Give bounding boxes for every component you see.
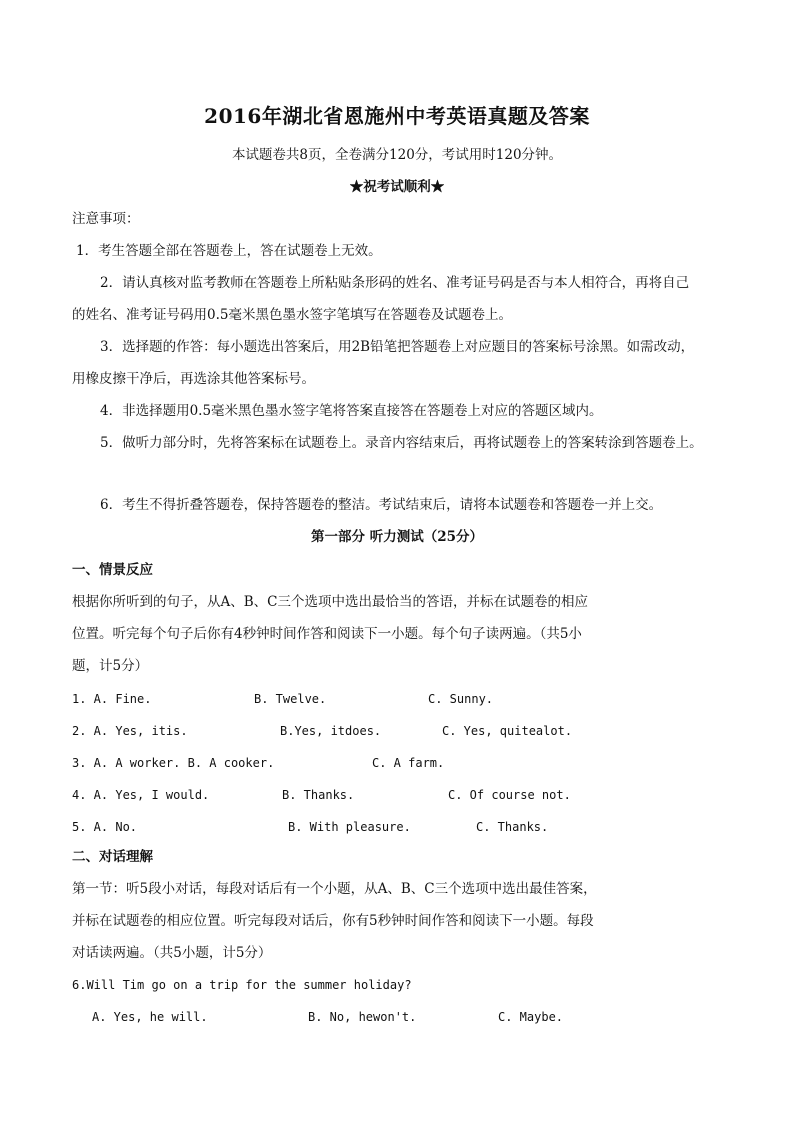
notice-item: 6．考生不得折叠答题卷，保持答题卷的整洁。考试结束后，请将本试题卷和答题卷一并上交。 [100, 497, 663, 513]
option-a: 1. A. Fine. [72, 692, 152, 706]
notice-item: 1．考生答题全部在答题卷上，答在试题卷上无效。 [76, 243, 382, 259]
question-6-text: 6.Will Tim go on a trip for the summer holiday? [72, 978, 412, 992]
notice-item-continued: 用橡皮擦干净后，再选涂其他答案标号。 [72, 371, 315, 387]
option-a: 3. A. A worker. B. A cooker. [72, 756, 275, 770]
notice-item: 4．非选择题用0.5毫米黑色墨水签字笔将答案直接答在答题卷上对应的答题区域内。 [100, 403, 603, 419]
question-6-options [72, 1008, 722, 1026]
notice-heading: 注意事项： [72, 211, 140, 227]
option-a: 2. A. Yes, itis. [72, 724, 188, 738]
section1-title: 一、情景反应 [72, 562, 153, 578]
document-title: 2016年湖北省恩施州中考英语真题及答案 [204, 104, 590, 128]
option-b: B.Yes, itdoes. [280, 724, 382, 738]
question-row [72, 722, 722, 740]
option-a: 4. A. Yes, I would. [72, 788, 210, 802]
option-a: A. Yes, he will. [92, 1010, 208, 1024]
option-c: C. Of course not. [448, 788, 571, 802]
option-b: B. Thanks. [282, 788, 355, 802]
notice-item: 5．做听力部分时，先将答案标在试题卷上。录音内容结束后，再将试题卷上的答案转涂到答题卷上。 [100, 435, 703, 451]
section2-instruction: 并标在试题卷的相应位置。听完每段对话后，你有5秒钟时间作答和阅读下一小题。每段 [72, 913, 594, 929]
section2-title: 二、对话理解 [72, 849, 153, 865]
option-c: C. A farm. [372, 756, 445, 770]
question-row [72, 818, 722, 836]
option-c: C. Maybe. [498, 1010, 564, 1024]
option-c: C. Yes, quitealot. [442, 724, 573, 738]
part1-title: 第一部分 听力测试（25分） [311, 529, 483, 545]
section1-instruction: 题，计5分） [72, 658, 149, 674]
section2-instruction: 对话读两遍。（共5小题，计5分） [72, 945, 272, 961]
option-b: B. With pleasure. [288, 820, 411, 834]
question-row [72, 690, 722, 708]
notice-item: 3．选择题的作答：每小题选出答案后，用2B铅笔把答题卷上对应题目的答案标号涂黑。如需改动， [100, 339, 695, 355]
question-row [72, 786, 722, 804]
notice-item: 2．请认真核对监考教师在答题卷上所粘贴条形码的姓名、准考证号码是否与本人相符合，再将自己 [100, 275, 690, 291]
notice-item-continued: 的姓名、准考证号码用0.5毫米黑色墨水签字笔填写在答题卷及试题卷上。 [72, 307, 512, 323]
option-c: C. Thanks. [476, 820, 549, 834]
section1-instruction: 根据你所听到的句子，从A、B、C三个选项中选出最恰当的答语，并标在试题卷的相应 [72, 594, 588, 610]
document-subtitle: 本试题卷共8页，全卷满分120分，考试用时120分钟。 [231, 147, 563, 163]
question-row [72, 754, 722, 772]
option-a: 5. A. No. [72, 820, 138, 834]
section1-instruction: 位置。听完每个句子后你有4秒钟时间作答和阅读下一小题。每个句子读两遍。（共5小 [72, 626, 582, 642]
section2-instruction: 第一节：听5段小对话，每段对话后有一个小题，从A、B、C三个选项中选出最佳答案， [72, 881, 597, 897]
option-b: B. No, hewon't. [308, 1010, 417, 1024]
option-b: B. Twelve. [254, 692, 327, 706]
good-luck-wish: ★祝考试顺利★ [349, 179, 445, 195]
option-c: C. Sunny. [428, 692, 494, 706]
